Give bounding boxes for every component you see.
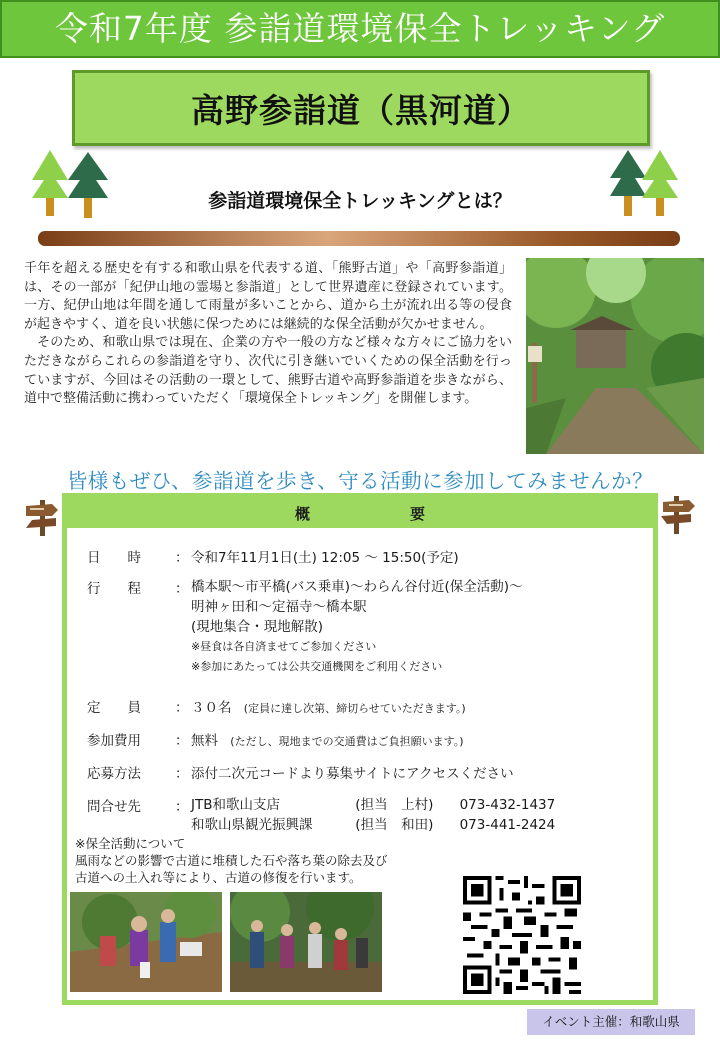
banner-title: 令和7年度 参詣道環境保全トレッキング xyxy=(54,9,666,48)
capacity-sep: ： xyxy=(175,700,189,716)
apply-label: 応募方法 xyxy=(87,766,141,782)
conservation-note xyxy=(75,835,388,886)
fee-sep: ： xyxy=(175,733,189,749)
conservation-note-line-2: 風雨などの影響で古道に堆積した石や落ち葉の除去及び xyxy=(75,853,388,868)
route-note-1: ※昼食は各自済ませてご参加ください xyxy=(191,640,377,653)
apply-sep: ： xyxy=(175,766,189,782)
capacity-value: ３０名 xyxy=(191,700,232,716)
fee-row xyxy=(87,729,464,749)
contact-sep: ： xyxy=(175,799,189,815)
conservation-note-line-1: ※保全活動について xyxy=(75,836,186,851)
route-note-2: ※参加にあたっては公共交通機関をご利用ください xyxy=(191,660,443,673)
catchphrase: 皆様もぜひ、参詣道を歩き、守る活動に参加してみませんか？ xyxy=(66,469,654,493)
contact-label: 問合せ先 xyxy=(87,799,141,815)
contact-2-org: 和歌山県観光振興課 xyxy=(191,817,313,833)
overview-panel xyxy=(62,493,658,1005)
intro-text xyxy=(24,260,512,409)
apply-value: 添付二次元コードより募集サイトにアクセスください xyxy=(191,766,514,782)
date-value: 令和7年11月1日(土) 12:05 ～ 15:50(予定) xyxy=(191,550,459,566)
trail-photo xyxy=(526,258,704,454)
main-title-box xyxy=(72,70,650,146)
route-row xyxy=(87,577,523,677)
conservation-note-line-3: 古道への土入れ等により、古道の修復を行います。 xyxy=(75,870,362,885)
route-line-3: (現地集合・現地解散) xyxy=(191,619,324,635)
qr-code[interactable] xyxy=(463,876,581,994)
date-sep: ： xyxy=(175,550,189,566)
date-label: 日 時 xyxy=(87,550,141,566)
contact-1-org: JTB和歌山支店 xyxy=(191,797,280,813)
capacity-label: 定 員 xyxy=(87,700,141,716)
contact-2-tel: 073-441-2424 xyxy=(459,817,556,833)
main-title: 高野参詣道（黒河道） xyxy=(191,90,531,130)
contact-2-person: (担当 和田) xyxy=(355,817,434,833)
section-subtitle: 参詣道環境保全トレッキングとは？ xyxy=(208,190,512,212)
wood-divider xyxy=(38,231,680,246)
overview-heading xyxy=(67,498,653,528)
fee-label: 参加費用 xyxy=(87,733,141,749)
organizer-label: イベント主催：和歌山県 xyxy=(527,1009,695,1035)
fee-note: (ただし、現地までの交通費はご負担願います。) xyxy=(230,735,464,748)
route-sep: ： xyxy=(175,581,189,597)
signpost-right-icon xyxy=(657,492,697,540)
overview-heading-right: 要 xyxy=(410,504,426,523)
capacity-note: (定員に達し次第、締切らせていただきます。) xyxy=(243,702,466,715)
signpost-left-icon xyxy=(22,494,62,542)
activity-photo-1 xyxy=(70,892,222,992)
intro-paragraph-1: 千年を超える歴史を有する和歌山県を代表する道、「熊野古道」や「高野参詣道」は、その一部が「紀伊山地の霊場と参詣道」として世界遺産に登録されています。一方、紀伊山地は年間を通して雨量が多いことから、道から土が流れ出る等の侵食が起きやすく、道を良い状態に保つためには継続的な保全活動が欠かせません。 xyxy=(24,261,512,332)
contact-1-person: (担当 上村) xyxy=(355,797,434,813)
intro-paragraph-2: そのため、和歌山県では現在、企業の方や一般の方など様々な方々にご協力をいただきながらこれらの参詣道を守り、次代に引き継いでいくための保全活動を行っていますが、今回はその活動の一環として、熊野古道や高野参詣道を歩きながら、道中で整備活動に携わっていただく「環境保全トレッキング」を開催します。 xyxy=(24,335,512,407)
fee-value: 無料 xyxy=(191,733,218,749)
route-label: 行 程 xyxy=(87,581,141,597)
date-row xyxy=(87,546,459,566)
header-banner xyxy=(0,0,720,58)
activity-photo-2 xyxy=(230,892,382,992)
overview-heading-left: 概 xyxy=(294,504,310,523)
route-line-1: 橋本駅～市平橋(バス乗車)～わらん谷付近(保全活動)～ xyxy=(191,579,523,595)
contact-row xyxy=(87,795,555,835)
apply-row xyxy=(87,762,514,782)
contact-1-tel: 073-432-1437 xyxy=(459,797,556,813)
route-line-2: 明神ヶ田和～定福寺～橋本駅 xyxy=(191,599,367,615)
capacity-row xyxy=(87,696,466,716)
